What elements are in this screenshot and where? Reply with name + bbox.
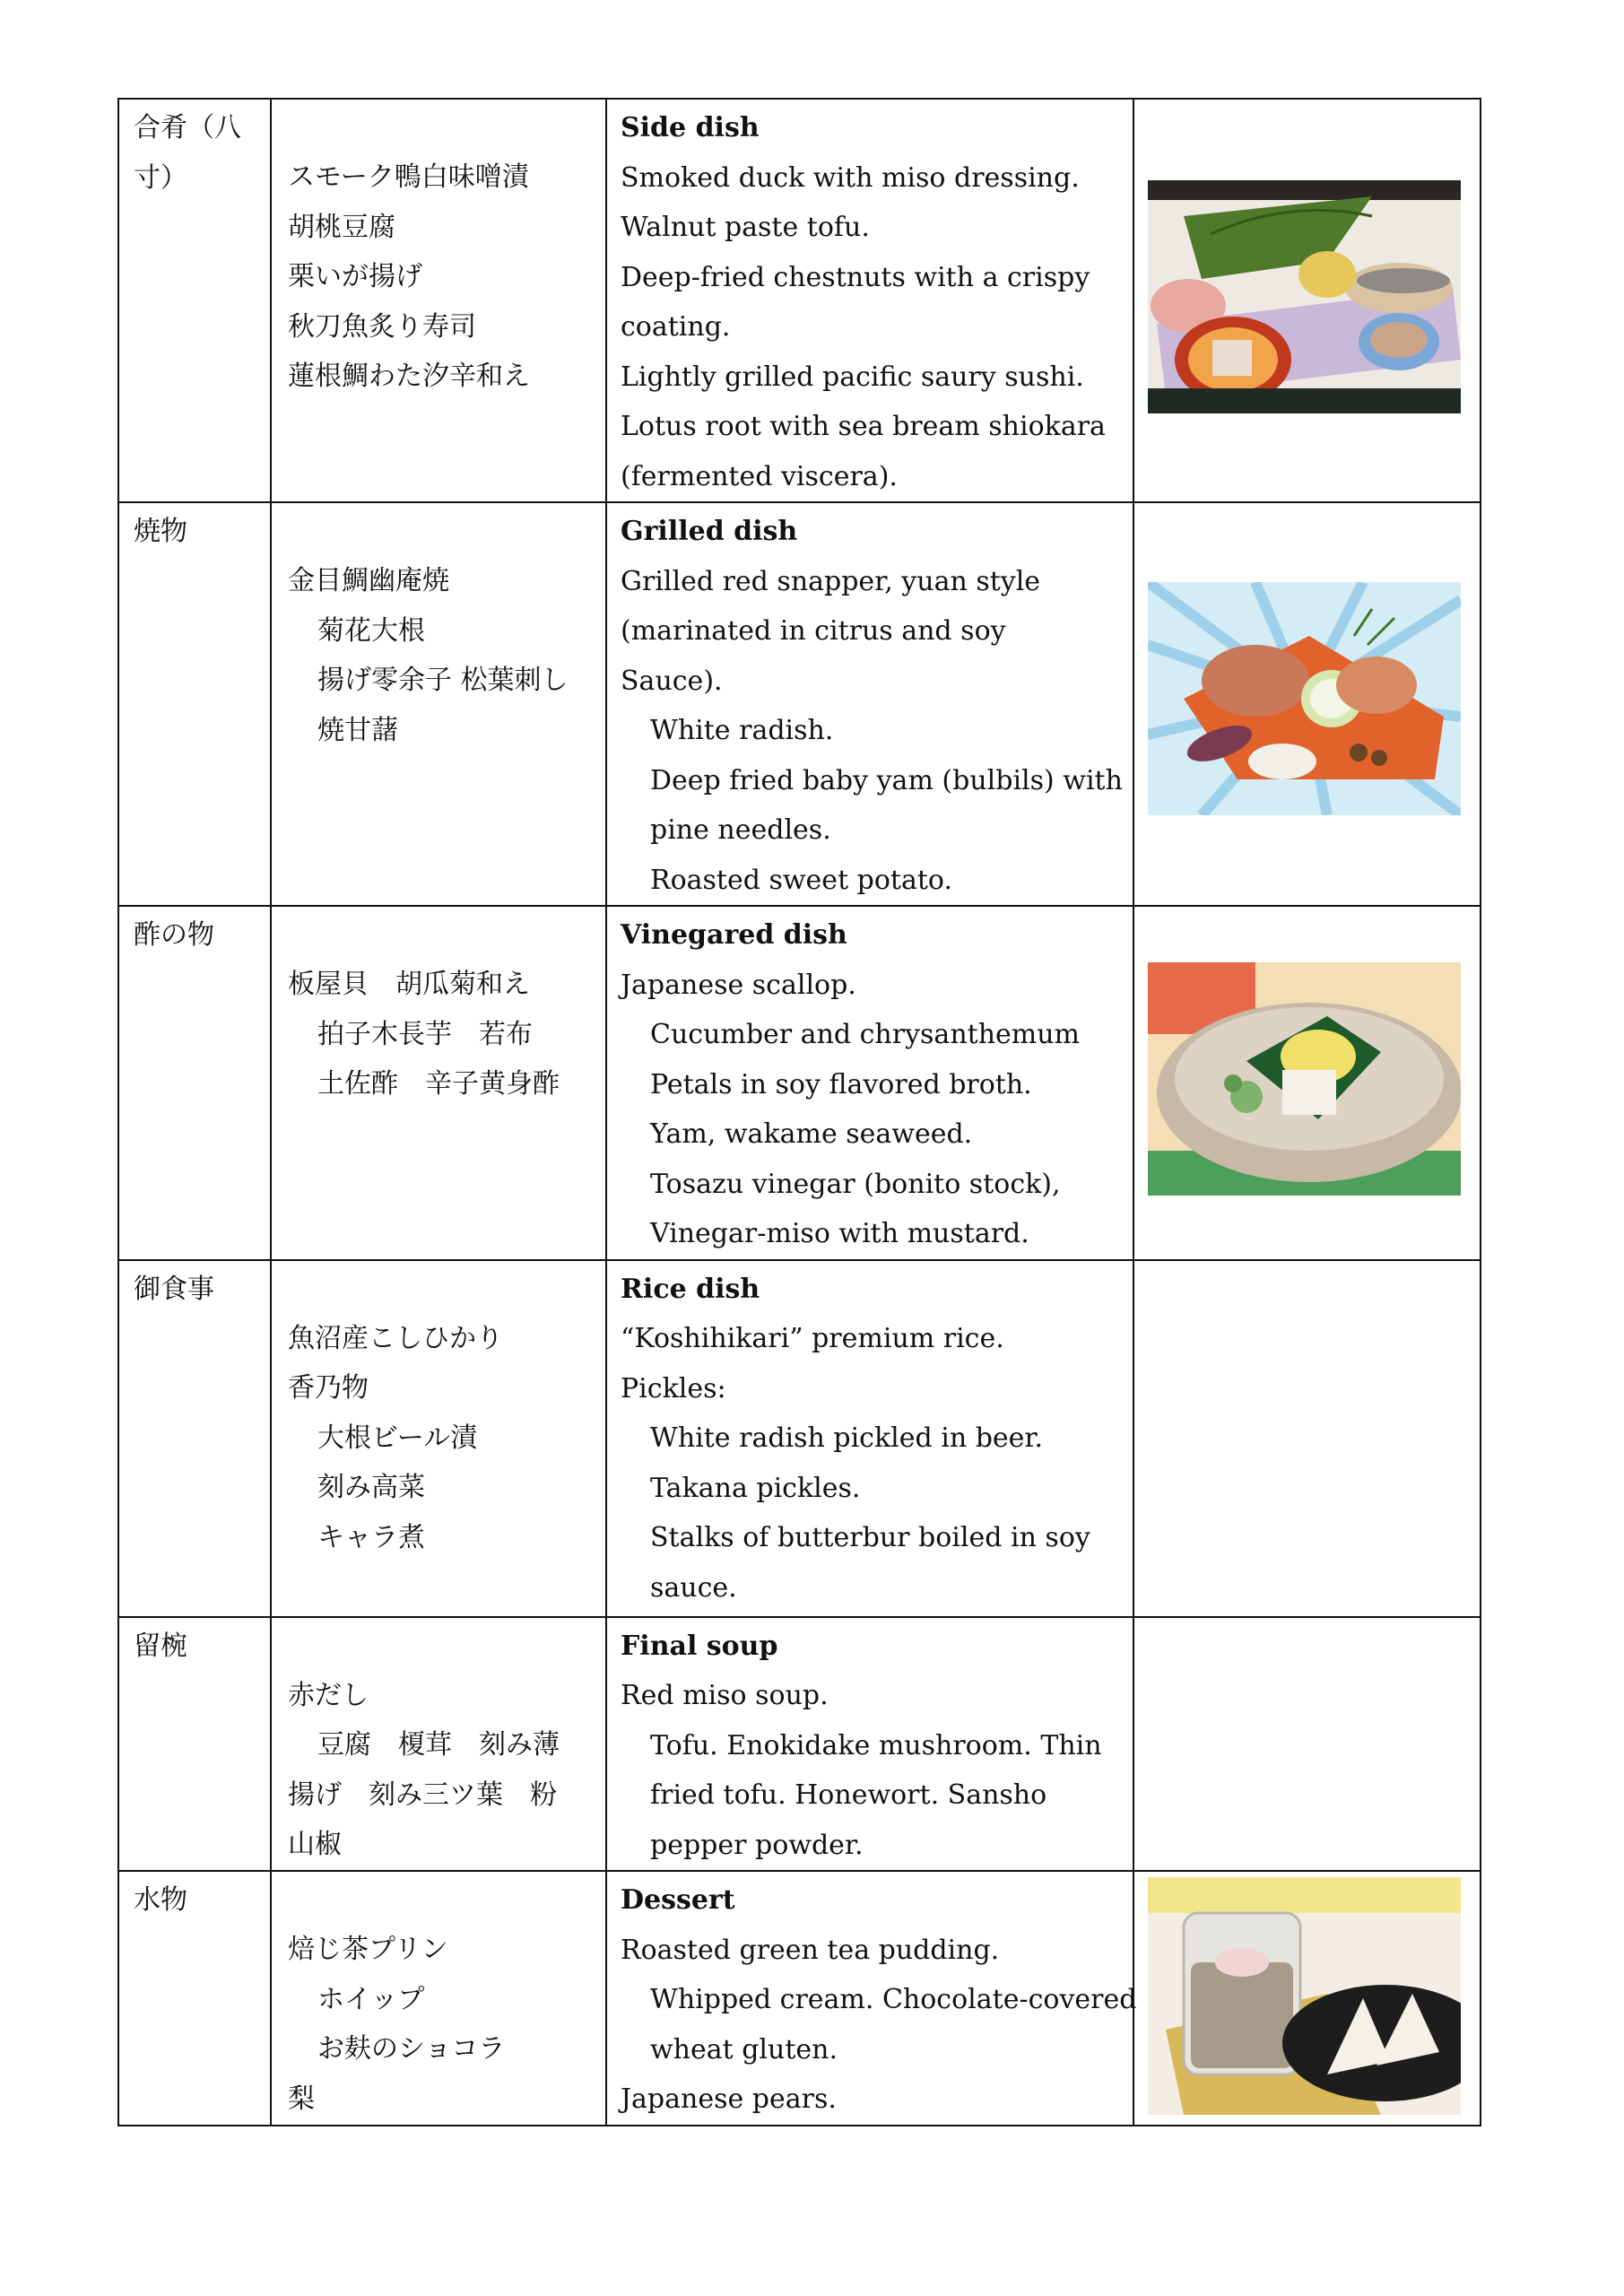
- en-item: Tosazu vinegar (bonito stock),: [650, 1168, 1061, 1200]
- en-item: Deep fried baby yam (bulbils) with: [650, 764, 1123, 796]
- en-item: Lotus root with sea bream shiokara: [621, 411, 1106, 442]
- en-item: Smoked duck with miso dressing.: [621, 161, 1080, 194]
- en-item: sauce.: [650, 1571, 737, 1604]
- photo-cell: [1133, 1617, 1481, 1872]
- english-items-cell: [606, 1260, 1133, 1617]
- course-row-side-dish: [118, 99, 1481, 502]
- category-cell: [118, 99, 271, 502]
- category-label: 酢の物: [134, 919, 214, 951]
- en-item: White radish pickled in beer.: [650, 1422, 1043, 1454]
- category-cell: [118, 1871, 271, 2126]
- course-row-vinegared-dish: [118, 906, 1481, 1260]
- category-label: 合肴（八: [134, 112, 241, 144]
- category-cell: [118, 1260, 271, 1617]
- menu-table: [117, 98, 1481, 2126]
- japanese-items-cell: [271, 906, 606, 1260]
- jp-item: スモーク鴨白味噌漬: [288, 161, 529, 193]
- en-item: pepper powder.: [650, 1829, 864, 1861]
- photo-cell: [1133, 906, 1481, 1260]
- jp-item: ホイップ: [317, 1983, 425, 2015]
- en-item: Vinegar-miso with mustard.: [650, 1218, 1029, 1249]
- jp-item: 山椒: [288, 1829, 342, 1860]
- en-item: “Koshihikari” premium rice.: [621, 1323, 1004, 1354]
- grilled-dish-photo: [1148, 582, 1461, 815]
- jp-item: 土佐酢 辛子黄身酢: [317, 1068, 560, 1100]
- jp-item: キャラ煮: [317, 1521, 425, 1553]
- en-item: Grilled red snapper, yuan style: [621, 565, 1041, 597]
- jp-item: お麸のショコラ: [317, 2033, 506, 2065]
- jp-item: 蓮根鯛わた汐辛和え: [288, 361, 530, 392]
- category-cell: [118, 906, 271, 1260]
- en-item: Pickles:: [621, 1372, 726, 1405]
- en-item: Sauce).: [621, 665, 723, 697]
- english-items-cell: [606, 99, 1133, 502]
- jp-item: 焼甘藷: [317, 714, 398, 746]
- japanese-items-cell: [271, 1260, 606, 1617]
- jp-item: 板屋貝 胡瓜菊和え: [288, 969, 530, 1000]
- course-title: Grilled dish: [621, 516, 798, 547]
- en-item: Stalks of butterbur boiled in soy: [650, 1522, 1090, 1553]
- jp-item: 豆腐 榎茸 刻み薄: [317, 1729, 560, 1761]
- category-cell: [118, 502, 271, 906]
- en-item: Petals in soy flavored broth.: [650, 1068, 1032, 1100]
- english-items-cell: [606, 1617, 1133, 1872]
- en-item: (marinated in citrus and soy: [621, 615, 1006, 647]
- dessert-photo: [1148, 1877, 1461, 2115]
- photo-cell: [1133, 1871, 1481, 2126]
- en-item: Yam, wakame seaweed.: [650, 1118, 973, 1150]
- jp-item: 秋刀魚炙り寿司: [288, 310, 476, 343]
- english-items-cell: [606, 1871, 1137, 2126]
- en-item: fried tofu. Honewort. Sansho: [650, 1779, 1047, 1811]
- en-item: Walnut paste tofu.: [621, 212, 870, 243]
- course-row-rice-dish: [118, 1260, 1481, 1617]
- english-items-cell: [606, 906, 1133, 1260]
- en-item: (fermented viscera).: [621, 460, 898, 492]
- category-label: 留椀: [134, 1630, 187, 1662]
- japanese-items-cell: [271, 1617, 606, 1872]
- jp-item: 赤だし: [288, 1679, 369, 1711]
- english-items-cell: [606, 502, 1133, 906]
- category-label: 焼物: [134, 516, 187, 547]
- jp-item: 梨: [288, 2083, 315, 2115]
- jp-item: 揚げ零余子 松葉刺し: [317, 665, 569, 696]
- category-cell: [118, 1617, 271, 1872]
- category-label: 水物: [134, 1884, 187, 1916]
- vinegared-dish-photo: [1148, 962, 1461, 1196]
- course-title: Side dish: [621, 112, 760, 144]
- en-item: Tofu. Enokidake mushroom. Thin: [650, 1729, 1102, 1761]
- course-row-dessert: [118, 1871, 1481, 2126]
- jp-item: 焙じ茶プリン: [288, 1934, 448, 1965]
- course-title: Dessert: [621, 1884, 735, 1916]
- category-label: 寸）: [134, 161, 187, 194]
- course-row-final-soup: [118, 1617, 1481, 1872]
- jp-item: 刻み高菜: [317, 1472, 425, 1503]
- jp-item: 菊花大根: [317, 614, 425, 647]
- photo-cell: [1133, 99, 1481, 502]
- jp-item: 胡桃豆腐: [288, 211, 395, 243]
- en-item: Roasted sweet potato.: [650, 864, 952, 896]
- en-item: Deep-fried chestnuts with a crispy: [621, 261, 1090, 293]
- side-dish-photo: [1148, 180, 1461, 413]
- jp-item: 拍子木長芋 若布: [317, 1018, 533, 1050]
- en-item: White radish.: [650, 715, 834, 746]
- jp-item: 大根ビール漬: [317, 1422, 478, 1454]
- photo-cell: [1133, 1260, 1481, 1617]
- jp-item: 香乃物: [288, 1372, 369, 1404]
- jp-item: 揚げ 刻み三ツ葉 粉: [288, 1779, 557, 1811]
- en-item: Whipped cream. Chocolate-covered: [650, 1984, 1137, 2015]
- photo-cell: [1133, 502, 1481, 906]
- en-item: coating.: [621, 311, 731, 343]
- en-item: Japanese scallop.: [621, 969, 856, 1001]
- japanese-items-cell: [271, 99, 606, 502]
- japanese-items-cell: [271, 502, 606, 906]
- course-row-grilled-dish: [118, 502, 1481, 906]
- japanese-items-cell: [271, 1871, 606, 2126]
- course-title: Final soup: [621, 1630, 778, 1662]
- jp-item: 栗いが揚げ: [288, 261, 422, 292]
- en-item: Red miso soup.: [621, 1680, 829, 1711]
- en-item: Takana pickles.: [650, 1472, 861, 1504]
- category-label: 御食事: [134, 1273, 214, 1305]
- en-item: pine needles.: [650, 814, 831, 846]
- en-item: Japanese pears.: [621, 2083, 837, 2115]
- jp-item: 魚沼産こしひかり: [288, 1322, 503, 1354]
- course-title: Rice dish: [621, 1273, 760, 1305]
- en-item: Roasted green tea pudding.: [621, 1934, 1000, 1966]
- en-item: wheat gluten.: [650, 2033, 838, 2066]
- jp-item: 金目鯛幽庵焼: [288, 565, 449, 596]
- en-item: Cucumber and chrysanthemum: [650, 1019, 1080, 1050]
- en-item: Lightly grilled pacific saury sushi.: [621, 361, 1084, 393]
- course-title: Vinegared dish: [621, 919, 847, 951]
